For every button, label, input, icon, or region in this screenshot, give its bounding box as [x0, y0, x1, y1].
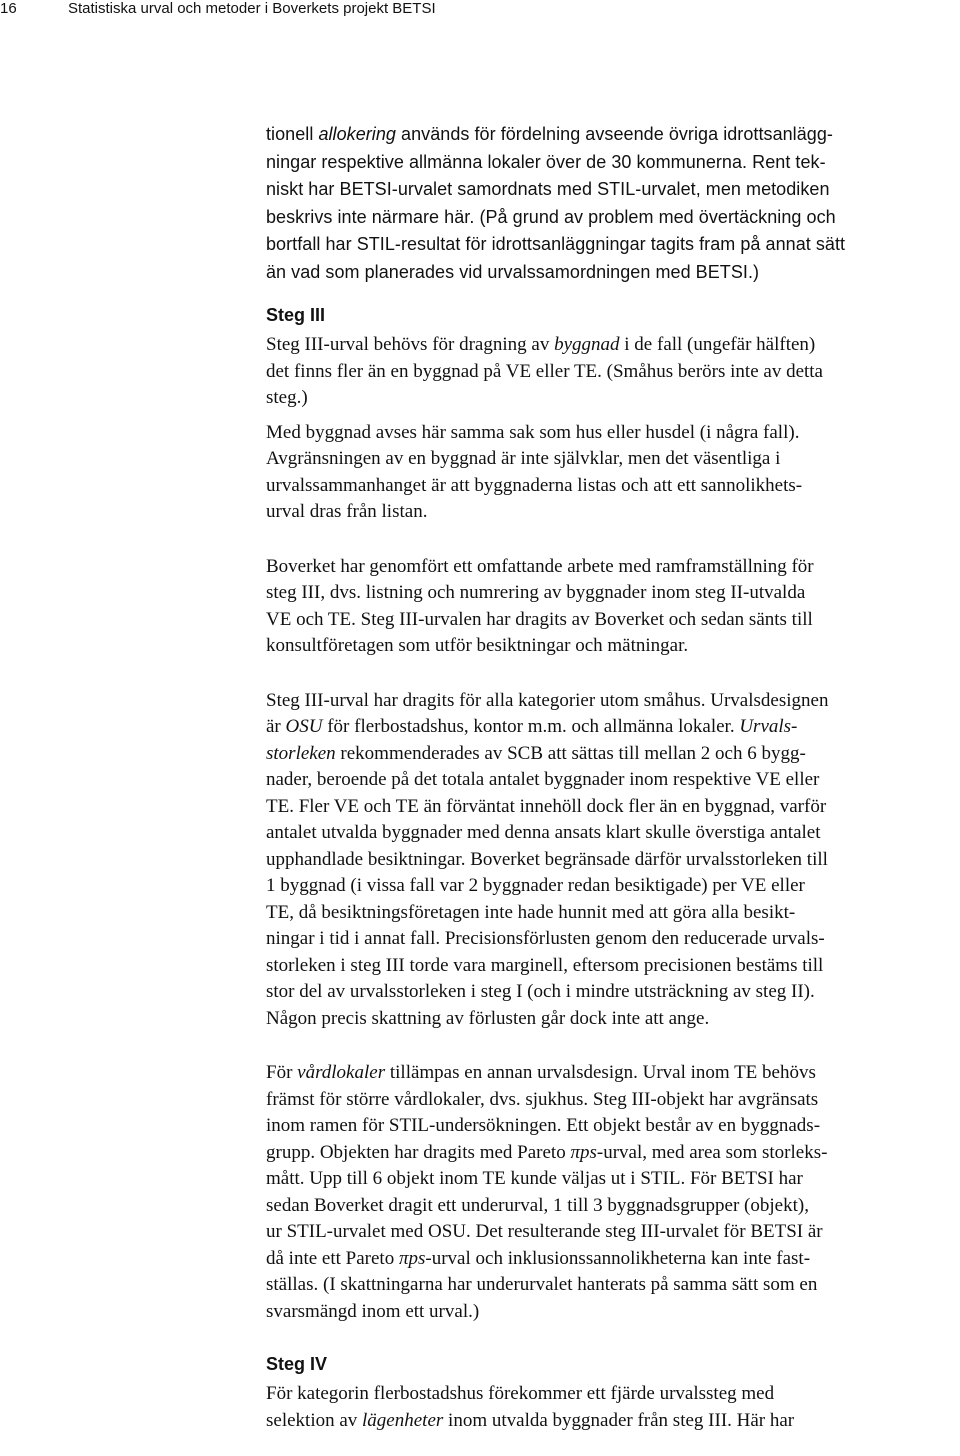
heading-steg-iv: Steg IV [266, 1354, 328, 1374]
paragraph-ramframstallning: Boverket har genomfört ett omfattande arbete med ramframställning för steg III, dvs. listning och numrering av byggnader inom steg II-utvalda VE och TE. Steg III-urvalen har dragits av Boverket och sedan sänts till konsultföretagen som utför besiktningar och mätningar. [266, 555, 814, 656]
paragraph-byggnad-definition: Med byggnad avses här samma sak som hus eller husdel (i några fall). Avgränsningen av en byggnad är inte självklar, men det väsentliga i urvalssammanhanget är att byggnaderna listas och att ett sannolikhets- urval dras från listan. [266, 421, 803, 522]
paragraph-steg-iv: För kategorin flerbostadshus förekommer ett fjärde urvalssteg med selektion av lägenheter inom utvalda byggnader från steg III. Här har [266, 1383, 795, 1431]
paragraph-vardlokaler: För vårdlokaler tillämpas en annan urvalsdesign. Urval inom TE behövs främst för större vårdlokaler, dvs. sjukhus. Steg III-objekt har avgränsats inom ramen för STIL-undersökningen. Ett objekt består av en byggnads- grupp. Objekten har dragits med Pareto πps-urval, med area som storleks- mått. Upp till 6 objekt inom TE kunde väljas ut i STIL. För BETSI har sedan Boverket dragit ett underurval, 1 till 3 byggnadsgrupper (objekt), ur STIL-urvalet med OSU. Det resulterande steg III-urvalet för BETSI är då inte ett Pareto πps-urval och inklusionssannolikheterna kan inte fast- ställas. (I skattningarna har underurvalet hanterats på samma sätt som en svarsmängd inom ett urval.) [266, 1062, 828, 1322]
page-number: 16 [0, 0, 17, 17]
body-text [266, 121, 960, 1434]
term-pips-2: πps [398, 1247, 426, 1269]
term-vardlokaler: vårdlokaler [297, 1062, 386, 1083]
paragraph-allokering: tionell allokering används för fördelning avseende övriga idrottsanlägg- ningar respektive allmänna lokaler över de 30 kommunerna. Rent tek- niskt har BETSI-urvalet samordnats med STIL-urvalet, men metodiken beskrivs inte närmare här. (På grund av problem med övertäckning och bortfall har STIL-resultat för idrottsanläggningar tagits fram på annat sätt än vad som planerades vid urvalssamordningen med BETSI.) [266, 124, 846, 282]
running-title: Statistiska urval och metoder i Boverkets projekt BETSI [68, 0, 436, 17]
term-allokering: allokering [318, 124, 396, 144]
paragraph-steg-iii-intro: Steg III-urval behövs för dragning av byggnad i de fall (ungefär hälften) det finns fler än en byggnad på VE eller TE. (Småhus berörs inte av detta steg.) [266, 334, 823, 408]
term-byggnad: byggnad [554, 334, 620, 355]
heading-steg-iii: Steg III [266, 305, 326, 325]
term-osu: OSU [285, 716, 323, 737]
term-pips-1: πps [570, 1141, 597, 1163]
page-header [0, 0, 960, 20]
term-urvalsstorleken: Urvals- storleken [266, 716, 798, 764]
term-lagenheter: lägenheter [362, 1409, 444, 1431]
paragraph-urvalsdesign: Steg III-urval har dragits för alla kategorier utom småhus. Urvalsdesignen är OSU för flerbostadshus, kontor m.m. och allmänna lokaler. Urvals- storleken rekommenderades av SCB att sättas till mellan 2 och 6 bygg- nader, beroende på det totala antalet byggnader inom respektive VE eller TE. Fler VE och TE än förväntat innehöll dock fler än en byggnad, varför antalet utvalda byggnader med denna ansats klart skulle överstiga antalet upphandlade besiktningar. Boverket begränsade därför urvalsstorleken till 1 byggnad (i vissa fall var 2 byggnader redan besiktigade) per VE eller TE, då besiktningsföretagen inte hade hunnit med att göra alla besikt- ningar i tid i annat fall. Precisionsförlusten genom den reducerade urvals- storleken i steg III torde vara marginell, eftersom precisionen bestäms till stor del av urvalsstorleken i steg I (och i mindre utsträckning av steg II). Någon precis skattning av förlusten går dock inte att ange. [266, 689, 829, 1029]
